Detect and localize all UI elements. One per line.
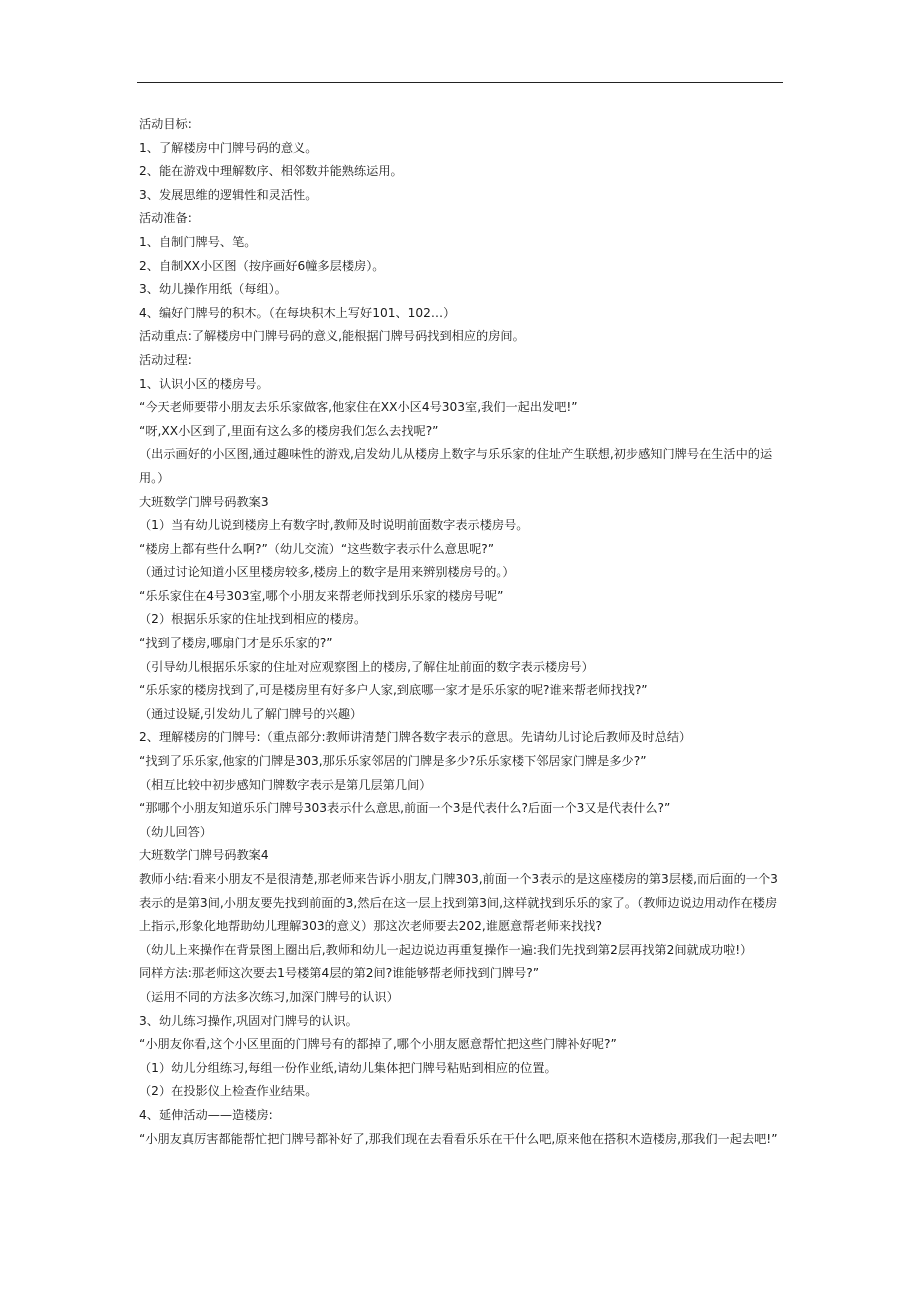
paragraph: “找到了楼房,哪扇门才是乐乐家的?”: [139, 636, 333, 651]
paragraph: （幼儿上来操作在背景图上圈出后,教师和幼儿一起边说边再重复操作一遍:我们先找到第2层再找第2间就成功啦!）: [139, 942, 753, 957]
paragraph: 4、编好门牌号的积木。（在每块积木上写好101、102…）: [139, 305, 456, 320]
paragraph: “乐乐家的楼房找到了,可是楼房里有好多户人家,到底哪一家才是乐乐家的呢?谁来帮老师找找?”: [139, 683, 648, 698]
paragraph: “那哪个小朋友知道乐乐门牌号303表示什么意思,前面一个3是代表什么?后面一个3又是代表什么?”: [139, 801, 671, 816]
paragraph: （出示画好的小区图,通过趣味性的游戏,启发幼儿从楼房上数字与乐乐家的住址产生联想,初步感知门牌号在生活中的运用。）: [139, 447, 773, 485]
document-body: [139, 113, 789, 1151]
paragraph: 活动重点:了解楼房中门牌号码的意义,能根据门牌号码找到相应的房间。: [139, 329, 525, 344]
paragraph: 活动目标:: [139, 117, 192, 131]
paragraph: 2、自制XX小区图（按序画好6幢多层楼房）。: [139, 258, 385, 273]
paragraph: 1、认识小区的楼房号。: [139, 376, 269, 391]
paragraph: 1、了解楼房中门牌号码的意义。: [139, 140, 318, 155]
section-heading: 大班数学门牌号码教案4: [139, 848, 269, 863]
paragraph: 活动准备:: [139, 211, 192, 226]
paragraph: “呀,XX小区到了,里面有这么多的楼房我们怎么去找呢?”: [139, 423, 439, 438]
paragraph: “楼房上都有些什么啊?”（幼儿交流）“这些数字表示什么意思呢?”: [139, 541, 495, 556]
paragraph: （引导幼儿根据乐乐家的住址对应观察图上的楼房,了解住址前面的数字表示楼房号）: [139, 659, 594, 674]
paragraph: 3、发展思维的逻辑性和灵活性。: [139, 187, 318, 202]
paragraph: 1、自制门牌号、笔。: [139, 234, 257, 249]
paragraph: “小朋友你看,这个小区里面的门牌号有的都掉了,哪个小朋友愿意帮忙把这些门牌补好呢?”: [139, 1037, 617, 1052]
paragraph: （幼儿回答）: [139, 824, 213, 839]
paragraph: 活动过程:: [139, 352, 192, 367]
paragraph: 3、幼儿练习操作,巩固对门牌号的认识。: [139, 1013, 358, 1028]
paragraph: （1）当有幼儿说到楼房上有数字时,教师及时说明前面数字表示楼房号。: [139, 518, 529, 533]
paragraph: “乐乐家住在4号303室,哪个小朋友来帮老师找到乐乐家的楼房号呢”: [139, 588, 504, 603]
paragraph: （2）在投影仪上检查作业结果。: [139, 1084, 318, 1099]
paragraph: 4、延伸活动——造楼房:: [139, 1107, 273, 1122]
paragraph: （通过设疑,引发幼儿了解门牌号的兴趣）: [139, 706, 363, 721]
paragraph: 2、理解楼房的门牌号:（重点部分:教师讲清楚门牌各数字表示的意思。先请幼儿讨论后教师及时总结）: [139, 730, 692, 745]
paragraph: “找到了乐乐家,他家的门牌是303,那乐乐家邻居的门牌是多少?乐乐家楼下邻居家门牌是多少?”: [139, 754, 647, 769]
paragraph: 3、幼儿操作用纸（每组）。: [139, 282, 287, 297]
paragraph: 2、能在游戏中理解数序、相邻数并能熟练运用。: [139, 164, 403, 179]
paragraph: “小朋友真厉害都能帮忙把门牌号都补好了,那我们现在去看看乐乐在干什么吧,原来他在搭积木造楼房,那我们一起去吧!”: [139, 1131, 778, 1146]
paragraph: （2）根据乐乐家的住址找到相应的楼房。: [139, 612, 367, 627]
paragraph: 同样方法:那老师这次要去1号楼第4层的第2间?谁能够帮老师找到门牌号?”: [139, 966, 540, 981]
paragraph: “今天老师要带小朋友去乐乐家做客,他家住在XX小区4号303室,我们一起出发吧!”: [139, 400, 578, 415]
section-heading: 大班数学门牌号码教案3: [139, 494, 269, 509]
paragraph: （相互比较中初步感知门牌数字表示是第几层第几间）: [139, 777, 432, 792]
paragraph: （通过讨论知道小区里楼房较多,楼房上的数字是用来辨别楼房号的。）: [139, 565, 515, 580]
header-divider: [137, 82, 783, 83]
paragraph: （1）幼儿分组练习,每组一份作业纸,请幼儿集体把门牌号粘贴到相应的位置。: [139, 1060, 557, 1075]
paragraph: （运用不同的方法多次练习,加深门牌号的认识）: [139, 989, 399, 1004]
paragraph: 教师小结:看来小朋友不是很清楚,那老师来告诉小朋友,门牌303,前面一个3表示的是这座楼房的第3层楼,而后面的一个3表示的是第3间,小朋友要先找到前面的3,然后在这一层上找到第3间,这样就找到乐乐的家了。（教师边说边用动作在楼房上指示,形象化地帮助幼儿理解303的意义）那这次老师要去202,谁愿意帮老师来找找?: [139, 872, 778, 934]
